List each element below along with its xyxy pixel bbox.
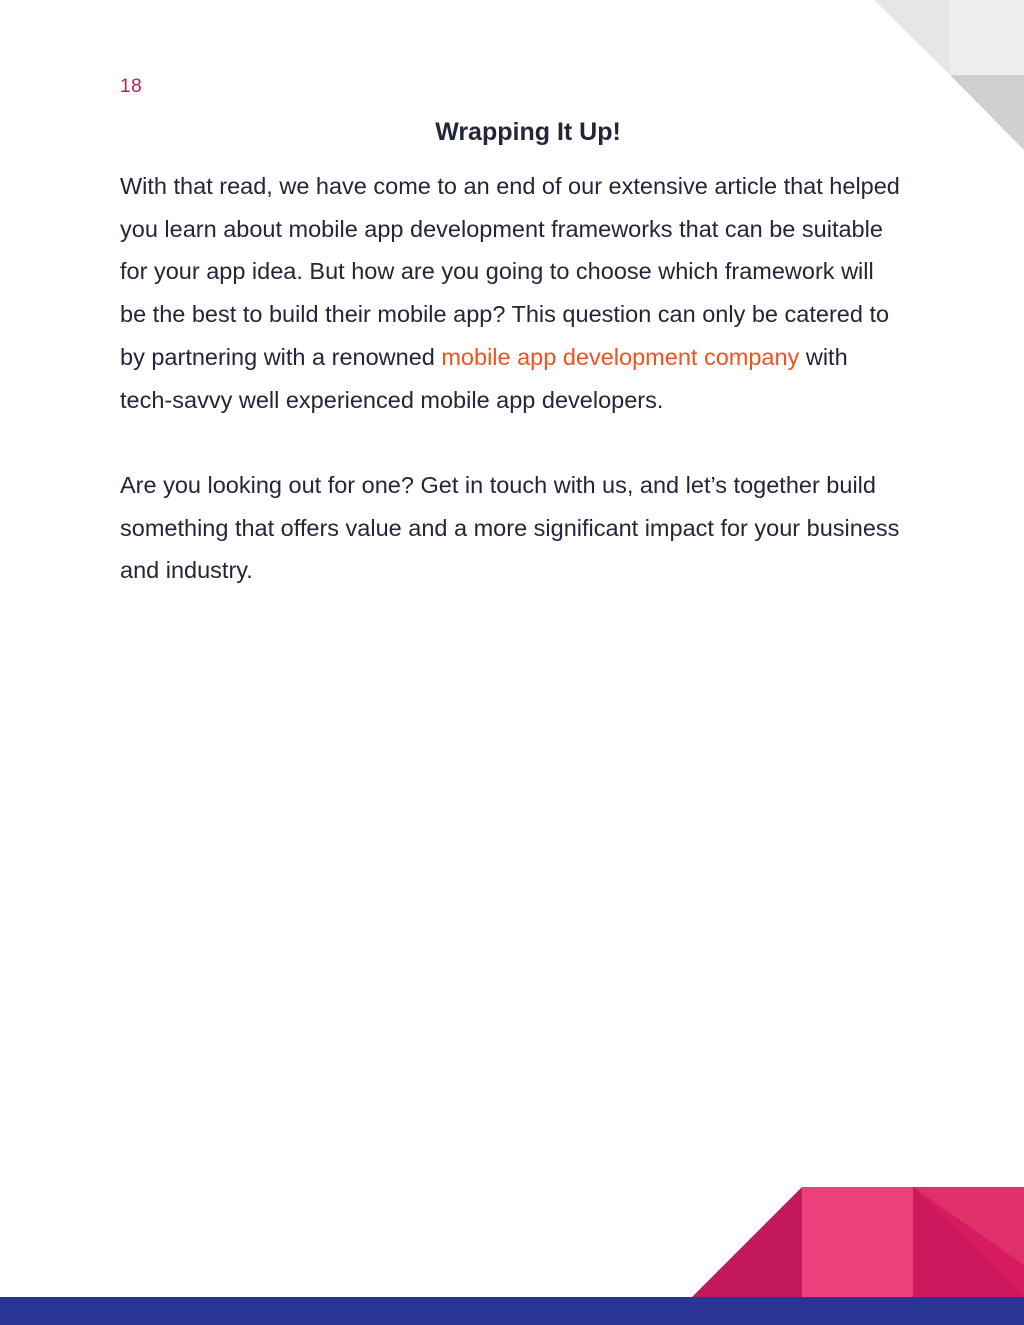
page-title: Wrapping It Up! xyxy=(435,118,621,146)
paragraph-1 xyxy=(120,165,900,421)
mobile-app-development-company-link[interactable]: mobile app development company xyxy=(441,343,800,370)
paragraph-2: Are you looking out for one? Get in touch with us, and let’s together build something that offers value and a more significant impact for your business and industry. xyxy=(120,471,900,584)
body-text xyxy=(120,165,900,635)
page-number: 18 xyxy=(120,76,143,97)
paragraph-1-text-before-link: With that read, we have come to an end of our extensive article that helped you learn about mobile app development frameworks that can be suitable for your app idea. But how are you going to choose which framework will be the best to build their mobile app? This question can only be catered to by partnering with a renowned xyxy=(120,173,900,370)
paragraph-1-text-after-link: with tech-savvy well experienced mobile app developers. xyxy=(120,343,848,413)
footer-bar xyxy=(0,1297,1024,1325)
